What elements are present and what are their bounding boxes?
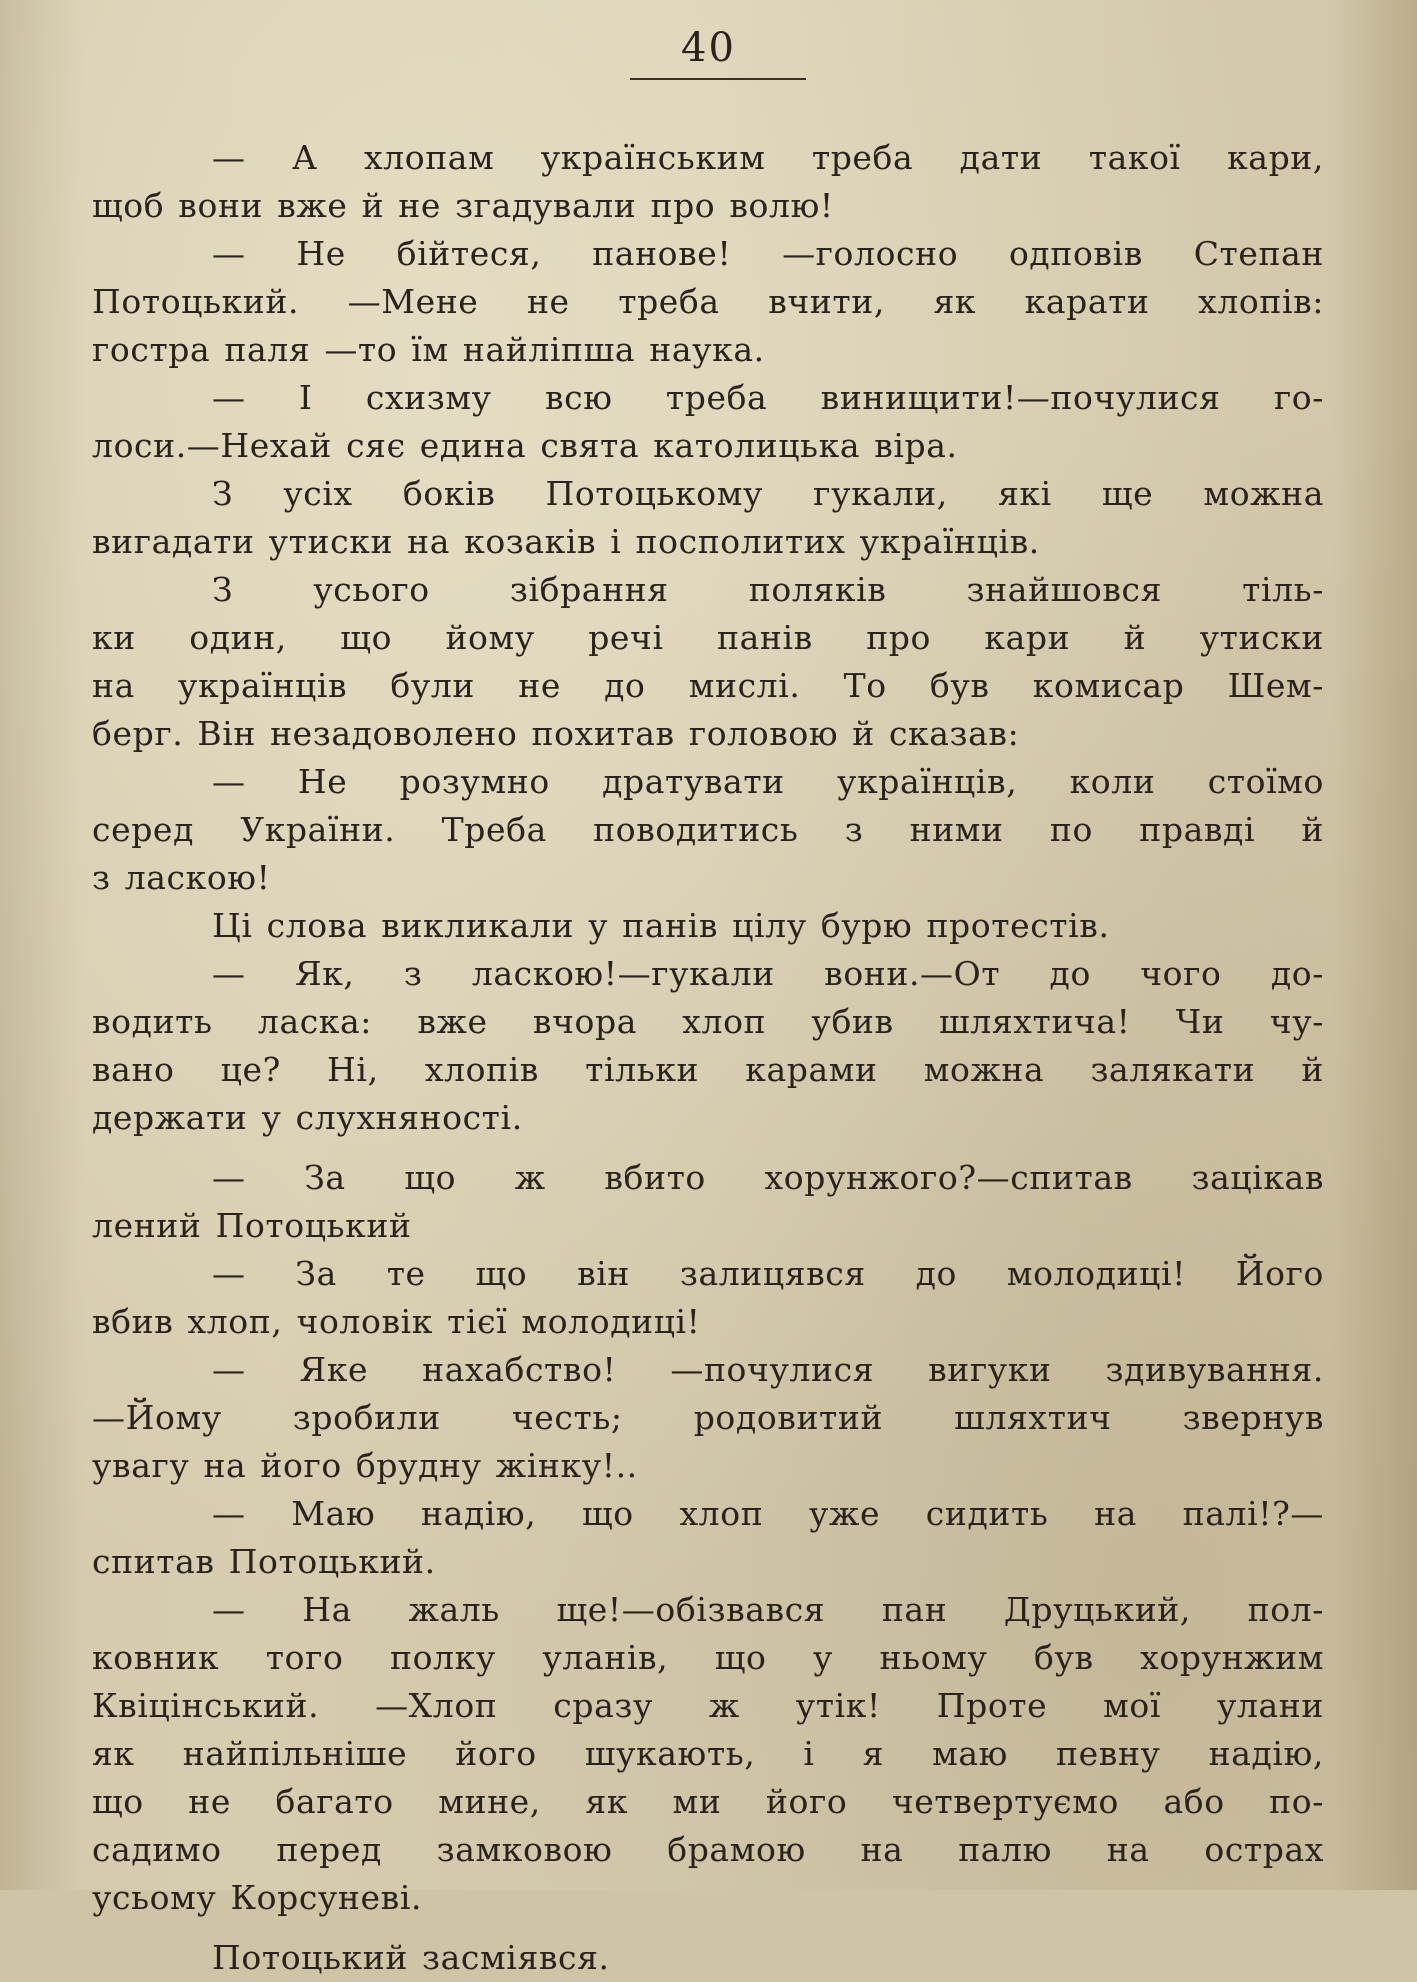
text-line: що не багато мине, як ми його четвертуємо або по-	[92, 1782, 1324, 1821]
text-line: — Як, з ласкою!—гукали вони.—От до чого до-	[212, 954, 1324, 993]
page-number-rule	[630, 78, 806, 80]
body-text	[92, 134, 1324, 1982]
text-line: —Йому зробили честь; родовитий шляхтич звернув	[92, 1398, 1324, 1437]
text-line: З усіх боків Потоцькому гукали, які ще можна	[212, 474, 1324, 513]
text-line: Потоцький засміявся.	[212, 1938, 610, 1977]
text-line: З усього зібрання поляків знайшовся тіль-	[212, 570, 1324, 609]
text-line: усьому Корсуневі.	[92, 1878, 423, 1917]
text-line: вбив хлоп, чоловік тієї молодиці!	[92, 1302, 701, 1341]
text-line: держати у слухняності.	[92, 1098, 523, 1137]
page-number: 40	[681, 25, 736, 71]
text-line: — А хлопам українським треба дати такої кари,	[212, 138, 1324, 177]
text-line: ки один, що йому речі панів про кари й утиски	[92, 618, 1324, 657]
text-line: вигадати утиски на козаків і посполитих українців.	[92, 522, 1040, 561]
text-line: — За те що він залицявся до молодиці! Його	[212, 1254, 1324, 1293]
text-line: лений Потоцький	[92, 1206, 412, 1245]
text-line: гостра паля —то їм найліпша наука.	[92, 330, 765, 369]
text-line: — І схизму всю треба винищити!—почулися го-	[212, 378, 1324, 417]
text-line: Ці слова викликали у панів цілу бурю протестів.	[212, 906, 1110, 945]
text-line: ковник того полку уланів, що у ньому був хорунжим	[92, 1638, 1324, 1677]
text-line: — Маю надію, що хлоп уже сидить на палі!?—	[212, 1494, 1324, 1533]
text-line: щоб вони вже й не згадували про волю!	[92, 186, 834, 225]
text-line: — За що ж вбито хорунжого?—спитав зацікав	[212, 1158, 1324, 1197]
text-line: лоси.—Нехай сяє едина свята католицька віра.	[92, 426, 958, 465]
text-line: спитав Потоцький.	[92, 1542, 436, 1581]
text-line: з ласкою!	[92, 858, 271, 897]
text-line: як найпільніше його шукають, і я маю певну надію,	[92, 1734, 1324, 1773]
text-line: увагу на його брудну жінку!..	[92, 1446, 638, 1485]
text-line: водить ласка: вже вчора хлоп убив шляхтича! Чи чу-	[92, 1002, 1324, 1041]
text-line: серед України. Треба поводитись з ними по правді й	[92, 810, 1324, 849]
text-line: на українців були не до мислі. То був комисар Шем-	[92, 666, 1324, 705]
text-line: — Яке нахабство! —почулися вигуки здивування.	[212, 1350, 1324, 1389]
text-line: — На жаль ще!—обізвався пан Друцький, пол-	[212, 1590, 1324, 1629]
text-line: Квіцінський. —Хлоп сразу ж утік! Проте мої улани	[92, 1686, 1324, 1725]
text-line: Потоцький. —Мене не треба вчити, як карати хлопів:	[92, 282, 1324, 321]
text-line: — Не бійтеся, панове! —голосно одповів Степан	[212, 234, 1324, 273]
text-line: садимо перед замковою брамою на палю на острах	[92, 1830, 1324, 1869]
text-line: — Не розумно дратувати українців, коли стоїмо	[212, 762, 1324, 801]
text-line: берг. Він незадоволено похитав головою й сказав:	[92, 714, 1020, 753]
text-line: вано це? Ні, хлопів тільки карами можна залякати й	[92, 1050, 1324, 1089]
